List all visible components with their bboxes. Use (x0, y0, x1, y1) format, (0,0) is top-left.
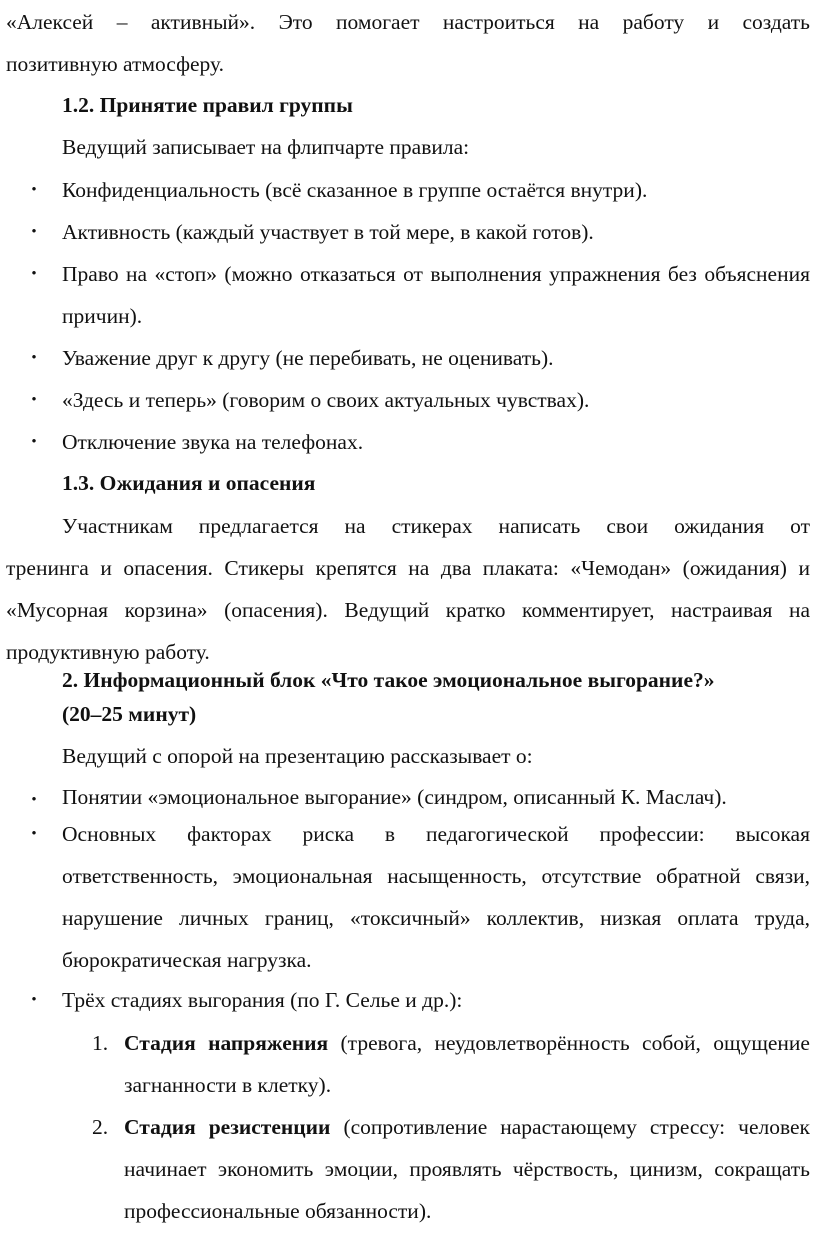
intro-line-2: позитивную атмосферу. (6, 52, 224, 76)
rule-item: Право на «стоп» (можно отказаться от выполнения упражнения без объяснения причин). (62, 262, 810, 328)
section-2-lead: Ведущий с опорой на презентацию рассказывает о: (62, 744, 533, 768)
rule-item: Уважение друг к другу (не перебивать, не оценивать). (62, 346, 554, 370)
section-1-3-paragraph: тренинга и опасения. Стикеры крепятся на два плаката: «Чемодан» (ожидания) и «Мусорная корзина» (опасения). Ведущий кратко комментирует, настраивая на продуктивную работу. (6, 556, 810, 664)
bullet-icon: • (31, 266, 37, 282)
bullet-icon: • (31, 392, 37, 408)
stage-item (124, 1022, 810, 1106)
section-1-3-paragraph-first-line: Участникам предлагается на стикерах написать свои ожидания от (62, 514, 810, 538)
stage-description: (сопротивление нарастающему стрессу: человек начинает экономить эмоции, проявлять чёрствость, цинизм, сокращать профессиональные обязанности). (124, 1115, 810, 1223)
bullet-icon: • (31, 350, 37, 366)
info-item: Основных факторах риска в педагогической профессии: высокая ответственность, эмоциональная насыщенность, отсутствие обратной связи, нарушение личных границ, «токсичный» коллектив, низкая оплата труда, бюрократическая нагрузка. (62, 822, 810, 972)
rule-item: Отключение звука на телефонах. (62, 430, 364, 454)
bullet-icon: • (31, 792, 37, 808)
stage-number: 2. (92, 1115, 109, 1139)
section-1-2-heading: 1.2. Принятие правил группы (62, 93, 353, 117)
bullet-icon: • (31, 182, 37, 198)
section-2-heading-line-1: 2. Информационный блок «Что такое эмоциональное выгорание?» (62, 668, 715, 692)
bullet-icon: • (31, 992, 37, 1008)
stage-item (124, 1106, 810, 1232)
bullet-icon: • (31, 224, 37, 240)
bullet-icon: • (31, 434, 37, 450)
section-1-3-heading: 1.3. Ожидания и опасения (62, 471, 316, 495)
stage-description: (тревога, неудовлетворённость собой, ощущение загнанности в клетку). (124, 1031, 810, 1097)
info-item: Понятии «эмоциональное выгорание» (синдром, описанный К. Маслач). (62, 785, 727, 809)
section-2-heading-line-2: (20–25 минут) (62, 702, 197, 726)
rule-item: Активность (каждый участвует в той мере, в какой готов). (62, 220, 594, 244)
stage-term: Стадия напряжения (124, 1031, 329, 1055)
stage-term: Стадия резистенции (124, 1115, 331, 1139)
stage-number: 1. (92, 1031, 109, 1055)
bullet-icon: • (31, 826, 37, 842)
rule-item: «Здесь и теперь» (говорим о своих актуальных чувствах). (62, 388, 590, 412)
section-1-2-lead: Ведущий записывает на флипчарте правила: (62, 135, 470, 159)
intro-line-1: «Алексей – активный». Это помогает настроиться на работу и создать (6, 10, 810, 34)
rule-item: Конфиденциальность (всё сказанное в группе остаётся внутри). (62, 178, 648, 202)
info-item: Трёх стадиях выгорания (по Г. Селье и др.): (62, 988, 463, 1012)
